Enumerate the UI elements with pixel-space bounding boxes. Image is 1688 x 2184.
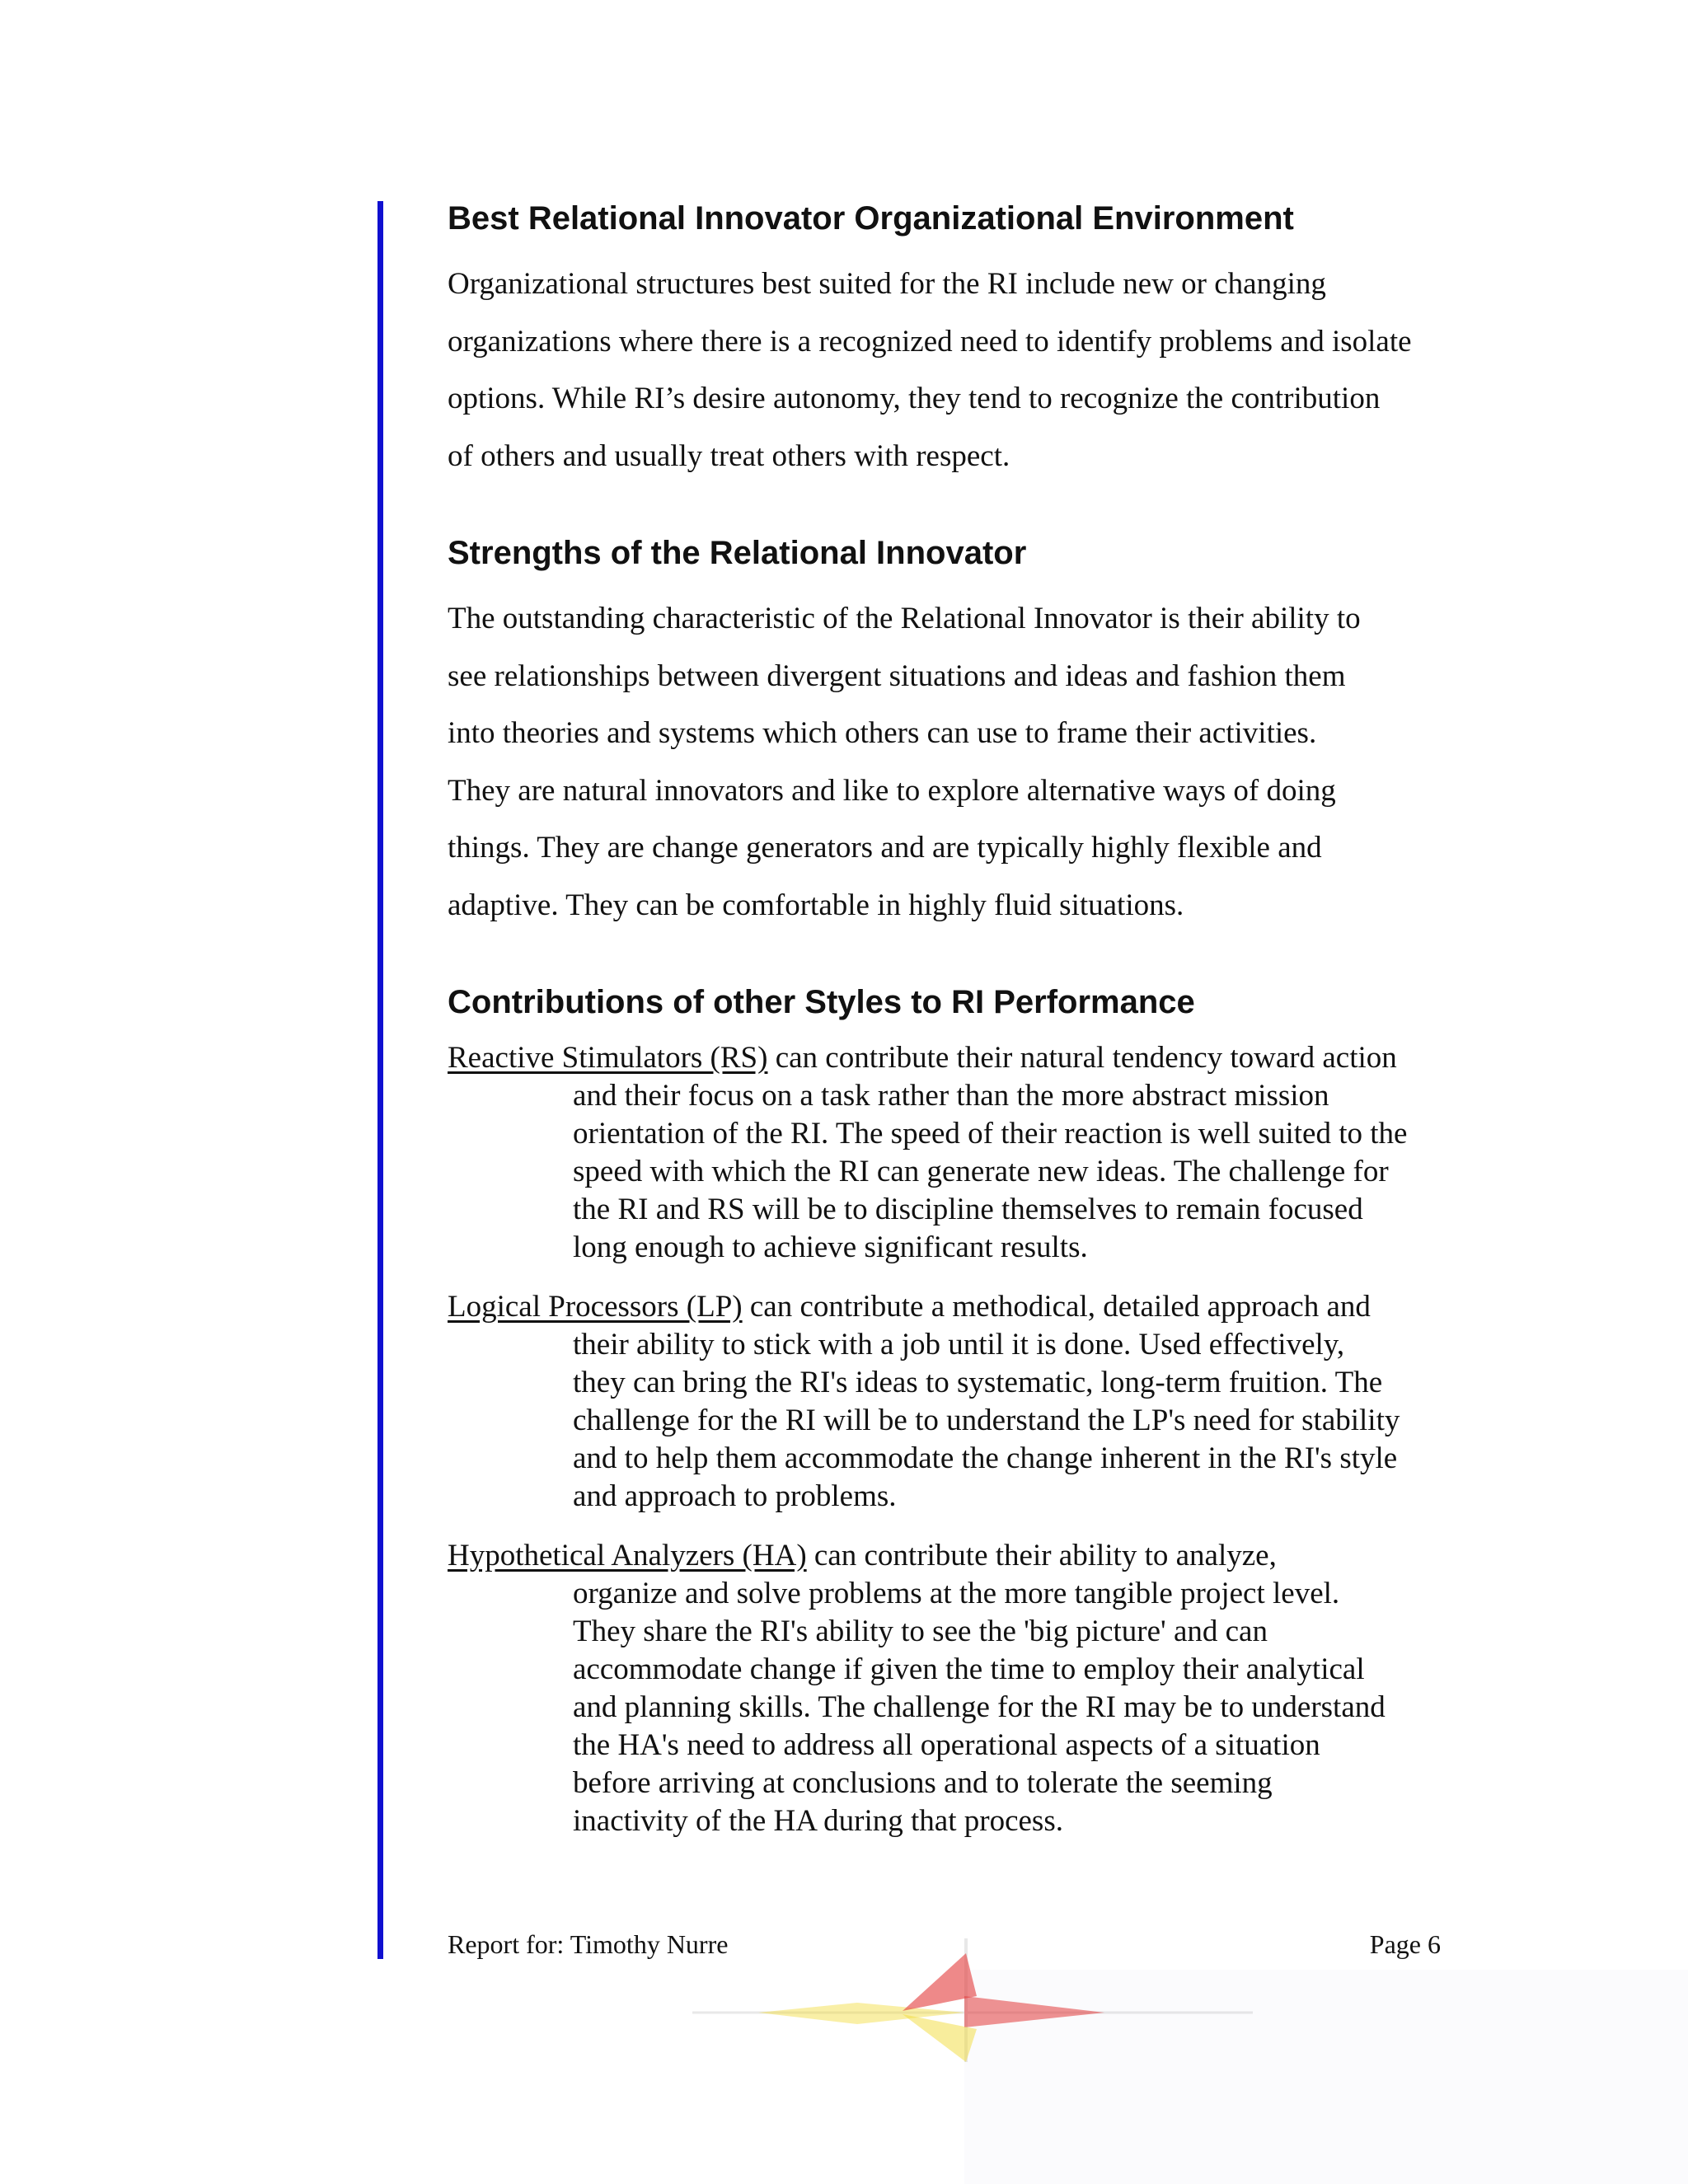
text-line: accommodate change if given the time to employ their analytical	[573, 1652, 1365, 1686]
text-line: challenge for the RI will be to understand the LP's need for stability	[573, 1404, 1400, 1437]
contribution-entry-ha	[448, 1537, 1486, 1840]
text-line: the RI and RS will be to discipline themselves to remain focused	[573, 1193, 1363, 1226]
text-line: options. While RI’s desire autonomy, they tend to recognize the contribution	[448, 382, 1381, 415]
text-line: they can bring the RI's ideas to systematic, long-term fruition. The	[573, 1366, 1383, 1399]
text-line: and to help them accommodate the change inherent in the RI's style	[573, 1441, 1398, 1475]
entry-term: Reactive Stimulators (RS)	[448, 1041, 768, 1075]
text-line: organizations where there is a recognized need to identify problems and isolate	[448, 324, 1412, 359]
side-rule	[377, 201, 383, 1959]
section-heading: Strengths of the Relational Innovator	[448, 535, 1027, 571]
text-line: The outstanding characteristic of the Relational Innovator is their ability to	[448, 602, 1361, 635]
logo-red-wedge-right	[964, 1996, 1104, 2027]
text-line: can contribute their natural tendency toward action	[767, 1041, 1397, 1075]
text-line: into theories and systems which others can use to frame their activities.	[448, 716, 1317, 750]
contribution-entry-rs	[448, 1039, 1486, 1267]
section-heading: Best Relational Innovator Organizational Environment	[448, 200, 1294, 237]
text-line: can contribute their ability to analyze,	[806, 1539, 1277, 1572]
text-line: They are natural innovators and like to explore alternative ways of doing	[448, 773, 1336, 808]
text-line: orientation of the RI. The speed of their reaction is well suited to the	[573, 1117, 1408, 1151]
text-line: adaptive. They can be comfortable in highly fluid situations.	[448, 888, 1184, 922]
section-environment	[448, 198, 1486, 485]
section-strengths	[448, 532, 1486, 934]
text-line: and their focus on a task rather than the more abstract mission	[573, 1079, 1329, 1113]
text-line: the HA's need to address all operational aspects of a situation	[573, 1728, 1320, 1762]
report-for-label: Report for: Timothy Nurre	[448, 1929, 729, 1959]
section-contributions	[448, 982, 1486, 1840]
text-line: their ability to stick with a job until it is done. Used effectively,	[573, 1328, 1345, 1361]
section-heading: Contributions of other Styles to RI Performance	[448, 984, 1195, 1020]
page-number: Page 6	[1369, 1929, 1441, 1959]
entry-term: Logical Processors (LP)	[448, 1290, 743, 1324]
text-line: Organizational structures best suited for the RI include new or changing	[448, 267, 1326, 301]
text-line: things. They are change generators and are typically highly flexible and	[448, 831, 1322, 865]
text-line: inactivity of the HA during that process.	[573, 1804, 1063, 1838]
text-line: before arriving at conclusions and to tolerate the seeming	[573, 1766, 1273, 1800]
text-line: and planning skills. The challenge for the RI may be to understand	[573, 1690, 1386, 1724]
text-line: and approach to problems.	[573, 1479, 897, 1513]
section-paragraph	[448, 590, 1486, 934]
page-content	[448, 198, 1486, 1888]
text-line: can contribute a methodical, detailed approach and	[742, 1290, 1371, 1324]
text-line: organize and solve problems at the more tangible project level.	[573, 1577, 1340, 1610]
entry-term: Hypothetical Analyzers (HA)	[448, 1539, 807, 1572]
text-line: long enough to achieve significant results.	[573, 1230, 1088, 1264]
text-line: see relationships between divergent situations and ideas and fashion them	[448, 658, 1346, 693]
section-paragraph	[448, 255, 1486, 485]
compass-logo	[692, 1938, 1253, 2062]
contribution-entry-lp	[448, 1288, 1486, 1516]
text-line: They share the RI's ability to see the 'big picture' and can	[573, 1615, 1268, 1648]
text-line: of others and usually treat others with respect.	[448, 438, 1010, 473]
text-line: speed with which the RI can generate new ideas. The challenge for	[573, 1155, 1389, 1188]
